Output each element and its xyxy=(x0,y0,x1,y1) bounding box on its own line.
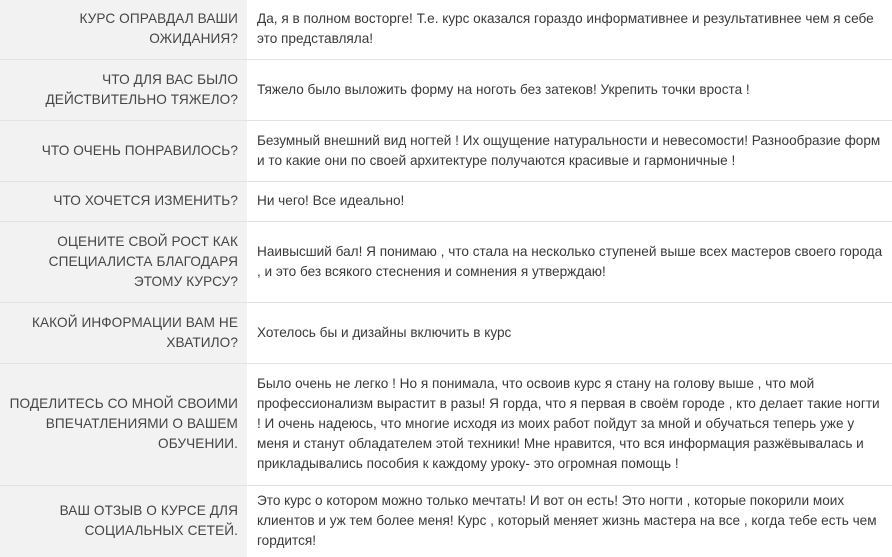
question-text: ОЦЕНИТЕ СВОЙ РОСТ КАК СПЕЦИАЛИСТА БЛАГОДАРЯ ЭТОМУ КУРСУ? xyxy=(48,233,238,289)
question-cell xyxy=(0,302,247,363)
question-text: ЧТО ДЛЯ ВАС БЫЛО ДЕЙСТВИТЕЛЬНО ТЯЖЕЛО? xyxy=(45,71,238,107)
answer-cell xyxy=(247,363,892,485)
question-cell xyxy=(0,120,247,181)
question-cell xyxy=(0,363,247,485)
answer-text: Было очень не легко ! Но я понимала, что освоив курс я стану на голову выше , что мой профессионализм вырастит в разы! Я горда, что я первая в своём городе , кто делает такие ногти ! И очень надеюсь, что многие исходя из моих работ пойдут за мной и обучаться теперь уже у меня и станут обладателем этой техники! Мне нравится, что вся информация разжёвывалась и прикладывались пособия к каждому уроку- это огромная помощь ! xyxy=(257,376,880,471)
answer-cell xyxy=(247,120,892,181)
question-text: ЧТО ОЧЕНЬ ПОНРАВИЛОСЬ? xyxy=(41,142,238,158)
answer-text: Тяжело было выложить форму на ноготь без затеков! Укрепить точки вроста ! xyxy=(257,81,750,97)
answer-text: Безумный внешний вид ногтей ! Их ощущение натуральности и невесомости! Разнообразие форм и то какие они по своей архитектуре получаются красивые и гармоничные ! xyxy=(257,132,881,168)
table-row xyxy=(0,485,892,557)
answer-text: Это курс о котором можно только мечтать! И вот он есть! Это ногти , которые покорили моих клиентов и уж тем более меня! Курс , который меняет жизнь мастера на все , когда тебе есть чем гордится! xyxy=(257,493,877,548)
answer-text: Ни чего! Все идеально! xyxy=(257,193,405,208)
question-text: КУРС ОПРАВДАЛ ВАШИ ОЖИДАНИЯ? xyxy=(79,11,238,47)
table-row xyxy=(0,221,892,302)
question-cell xyxy=(0,485,247,557)
answer-text: Наивысший бал! Я понимаю , что стала на несколько ступеней выше всех мастеров своего города , и это без всякого стеснения и сомнения я утверждаю! xyxy=(257,243,883,279)
table-row xyxy=(0,363,892,485)
table-row xyxy=(0,0,892,59)
answer-cell xyxy=(247,59,892,120)
table-row xyxy=(0,181,892,221)
answer-cell xyxy=(247,221,892,302)
question-cell xyxy=(0,59,247,120)
question-text: ЧТО ХОЧЕТСЯ ИЗМЕНИТЬ? xyxy=(53,193,238,208)
answer-cell xyxy=(247,485,892,557)
table-row xyxy=(0,302,892,363)
question-text: ПОДЕЛИТЕСЬ СО МНОЙ СВОИМИ ВПЕЧАТЛЕНИЯМИ О ВАШЕМ ОБУЧЕНИИ. xyxy=(9,396,238,451)
table-row xyxy=(0,120,892,181)
table-row xyxy=(0,59,892,120)
question-cell xyxy=(0,0,247,59)
question-text: ВАШ ОТЗЫВ О КУРСЕ ДЛЯ СОЦИАЛЬНЫХ СЕТЕЙ. xyxy=(59,503,238,538)
answer-cell xyxy=(247,181,892,221)
answer-text: Да, я в полном восторге! Т.е. курс оказался гораздо информативнее и результативнее чем я себе это представляла! xyxy=(257,11,874,47)
question-text: КАКОЙ ИНФОРМАЦИИ ВАМ НЕ ХВАТИЛО? xyxy=(31,314,238,350)
answer-cell xyxy=(247,302,892,363)
answer-cell xyxy=(247,0,892,59)
question-cell xyxy=(0,221,247,302)
question-cell xyxy=(0,181,247,221)
answer-text: Хотелось бы и дизайны включить в курс xyxy=(257,324,512,340)
